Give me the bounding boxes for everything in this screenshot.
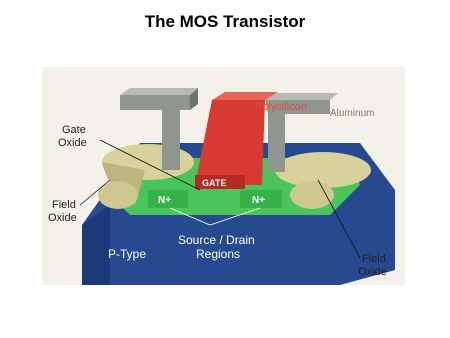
- field-oxide-right: [275, 152, 371, 188]
- gate-oxide-label-line2: Oxide: [58, 137, 87, 149]
- field-oxide-right-label-line1: Field: [362, 253, 386, 265]
- field-oxide-left-label-line1: Field: [52, 199, 76, 211]
- gate-label: GATE: [202, 178, 227, 188]
- aluminum-label: Aluminum: [330, 108, 375, 119]
- field-oxide-right-bump: [290, 181, 334, 209]
- aluminum-right-top: [265, 93, 338, 100]
- aluminum-left-top: [120, 88, 198, 95]
- field-oxide-left-label-line2: Oxide: [48, 212, 77, 224]
- n-plus-right-label: N+: [252, 195, 266, 206]
- source-drain-label-line1: Source / Drain: [178, 233, 255, 247]
- field-oxide-right-label-line2: Oxide: [358, 266, 387, 278]
- p-type-label: P-Type: [108, 247, 147, 261]
- polysilicon-label: Polysilicon: [255, 101, 307, 113]
- n-plus-left-label: N+: [158, 195, 172, 206]
- source-drain-label-line2: Regions: [196, 247, 241, 261]
- gate-oxide-label-line1: Gate: [62, 124, 86, 136]
- page-title: The MOS Transistor: [144, 12, 306, 31]
